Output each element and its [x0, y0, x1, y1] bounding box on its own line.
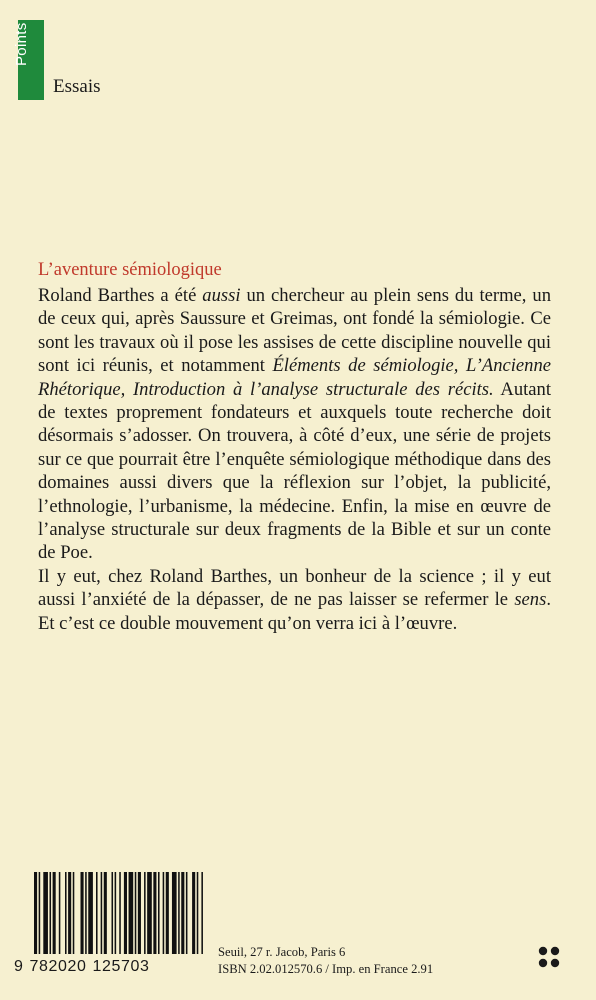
- barcode-bar: [59, 872, 61, 954]
- barcode-digits: 9 782020 125703: [14, 958, 150, 975]
- blurb-text: [38, 284, 551, 635]
- barcode-bar: [115, 872, 117, 954]
- barcode-bar: [65, 872, 67, 954]
- barcode-bar: [163, 872, 165, 954]
- barcode-bar: [138, 872, 141, 954]
- barcode-bar: [201, 872, 203, 954]
- barcode-bar: [73, 872, 75, 954]
- barcode-bar: [178, 872, 180, 954]
- barcode-bar: [181, 872, 184, 954]
- blurb-paragraph-1: Roland Barthes a été aussi un chercheur au plein sens du terme, un de ceux qui, après Saussure et Greimas, ont fondé la sémiologie. Ce sont les travaux où il pose les assises de cette discipline nouvelle qui sont ici réunis, et notamment Éléments de sémiologie, L’Ancienne Rhétorique, Introduction à l’analyse structurale des récits. Autant de textes proprement fondateurs et auxquels toute recherche doit désormais s’adosser. On trouvera, à côté d’eux, une série de projets sur ce que pourrait être l’enquête sémiologique méthodique dans des domaines aussi divers que la réflexion sur l’objet, la publicité, l’ethnologie, l’urbanisme, la médecine. Enfin, la mise en œuvre de l’analyse structurale sur deux fragments de la Bible et sur un conte de Poe.: [38, 285, 552, 564]
- barcode-bar: [129, 872, 134, 954]
- barcode-bar: [39, 872, 41, 954]
- barcode-bar: [147, 872, 152, 954]
- barcode-bar: [124, 872, 127, 954]
- barcode-bar: [68, 872, 71, 954]
- collection-label: Points: [13, 22, 30, 66]
- barcode-bar: [172, 872, 177, 954]
- barcode-bar: [144, 872, 146, 954]
- barcode-bar: [119, 872, 121, 954]
- four-dots-logo-icon: [538, 946, 560, 968]
- blurb-paragraph-2: Il y eut, chez Roland Barthes, un bonheur de la science ; il y eut aussi l’anxiété de la dépasser, de ne pas laisser se refermer le sens. Et c’est ce double mouvement qu’on verra ici à l’œuvre.: [38, 565, 551, 634]
- publisher-info: [218, 944, 433, 977]
- isbn-line: ISBN 2.02.012570.6 / Imp. en France 2.91: [218, 961, 434, 976]
- barcode-bar: [50, 872, 52, 954]
- barcode-bar: [81, 872, 84, 954]
- barcode-bar: [186, 872, 188, 954]
- barcode-bar: [85, 872, 87, 954]
- barcode-bar: [153, 872, 156, 954]
- barcode-bar: [53, 872, 56, 954]
- barcode-bar: [96, 872, 98, 954]
- barcode-bar: [166, 872, 169, 954]
- back-cover-heading: L’aventure sémiologique: [38, 260, 222, 280]
- barcode-bar: [192, 872, 195, 954]
- barcode-bar: [88, 872, 93, 954]
- barcode-bar: [197, 872, 199, 954]
- barcode-bar: [104, 872, 107, 954]
- barcode-bars-icon: [12, 870, 207, 956]
- barcode-bar: [34, 872, 37, 954]
- barcode-bar: [158, 872, 160, 954]
- series-title: Essais: [53, 76, 101, 97]
- publisher-address: Seuil, 27 r. Jacob, Paris 6: [218, 945, 346, 959]
- barcode-bar: [112, 872, 114, 954]
- barcode-bar: [135, 872, 137, 954]
- barcode-bar: [101, 872, 103, 954]
- barcode-bar: [43, 872, 48, 954]
